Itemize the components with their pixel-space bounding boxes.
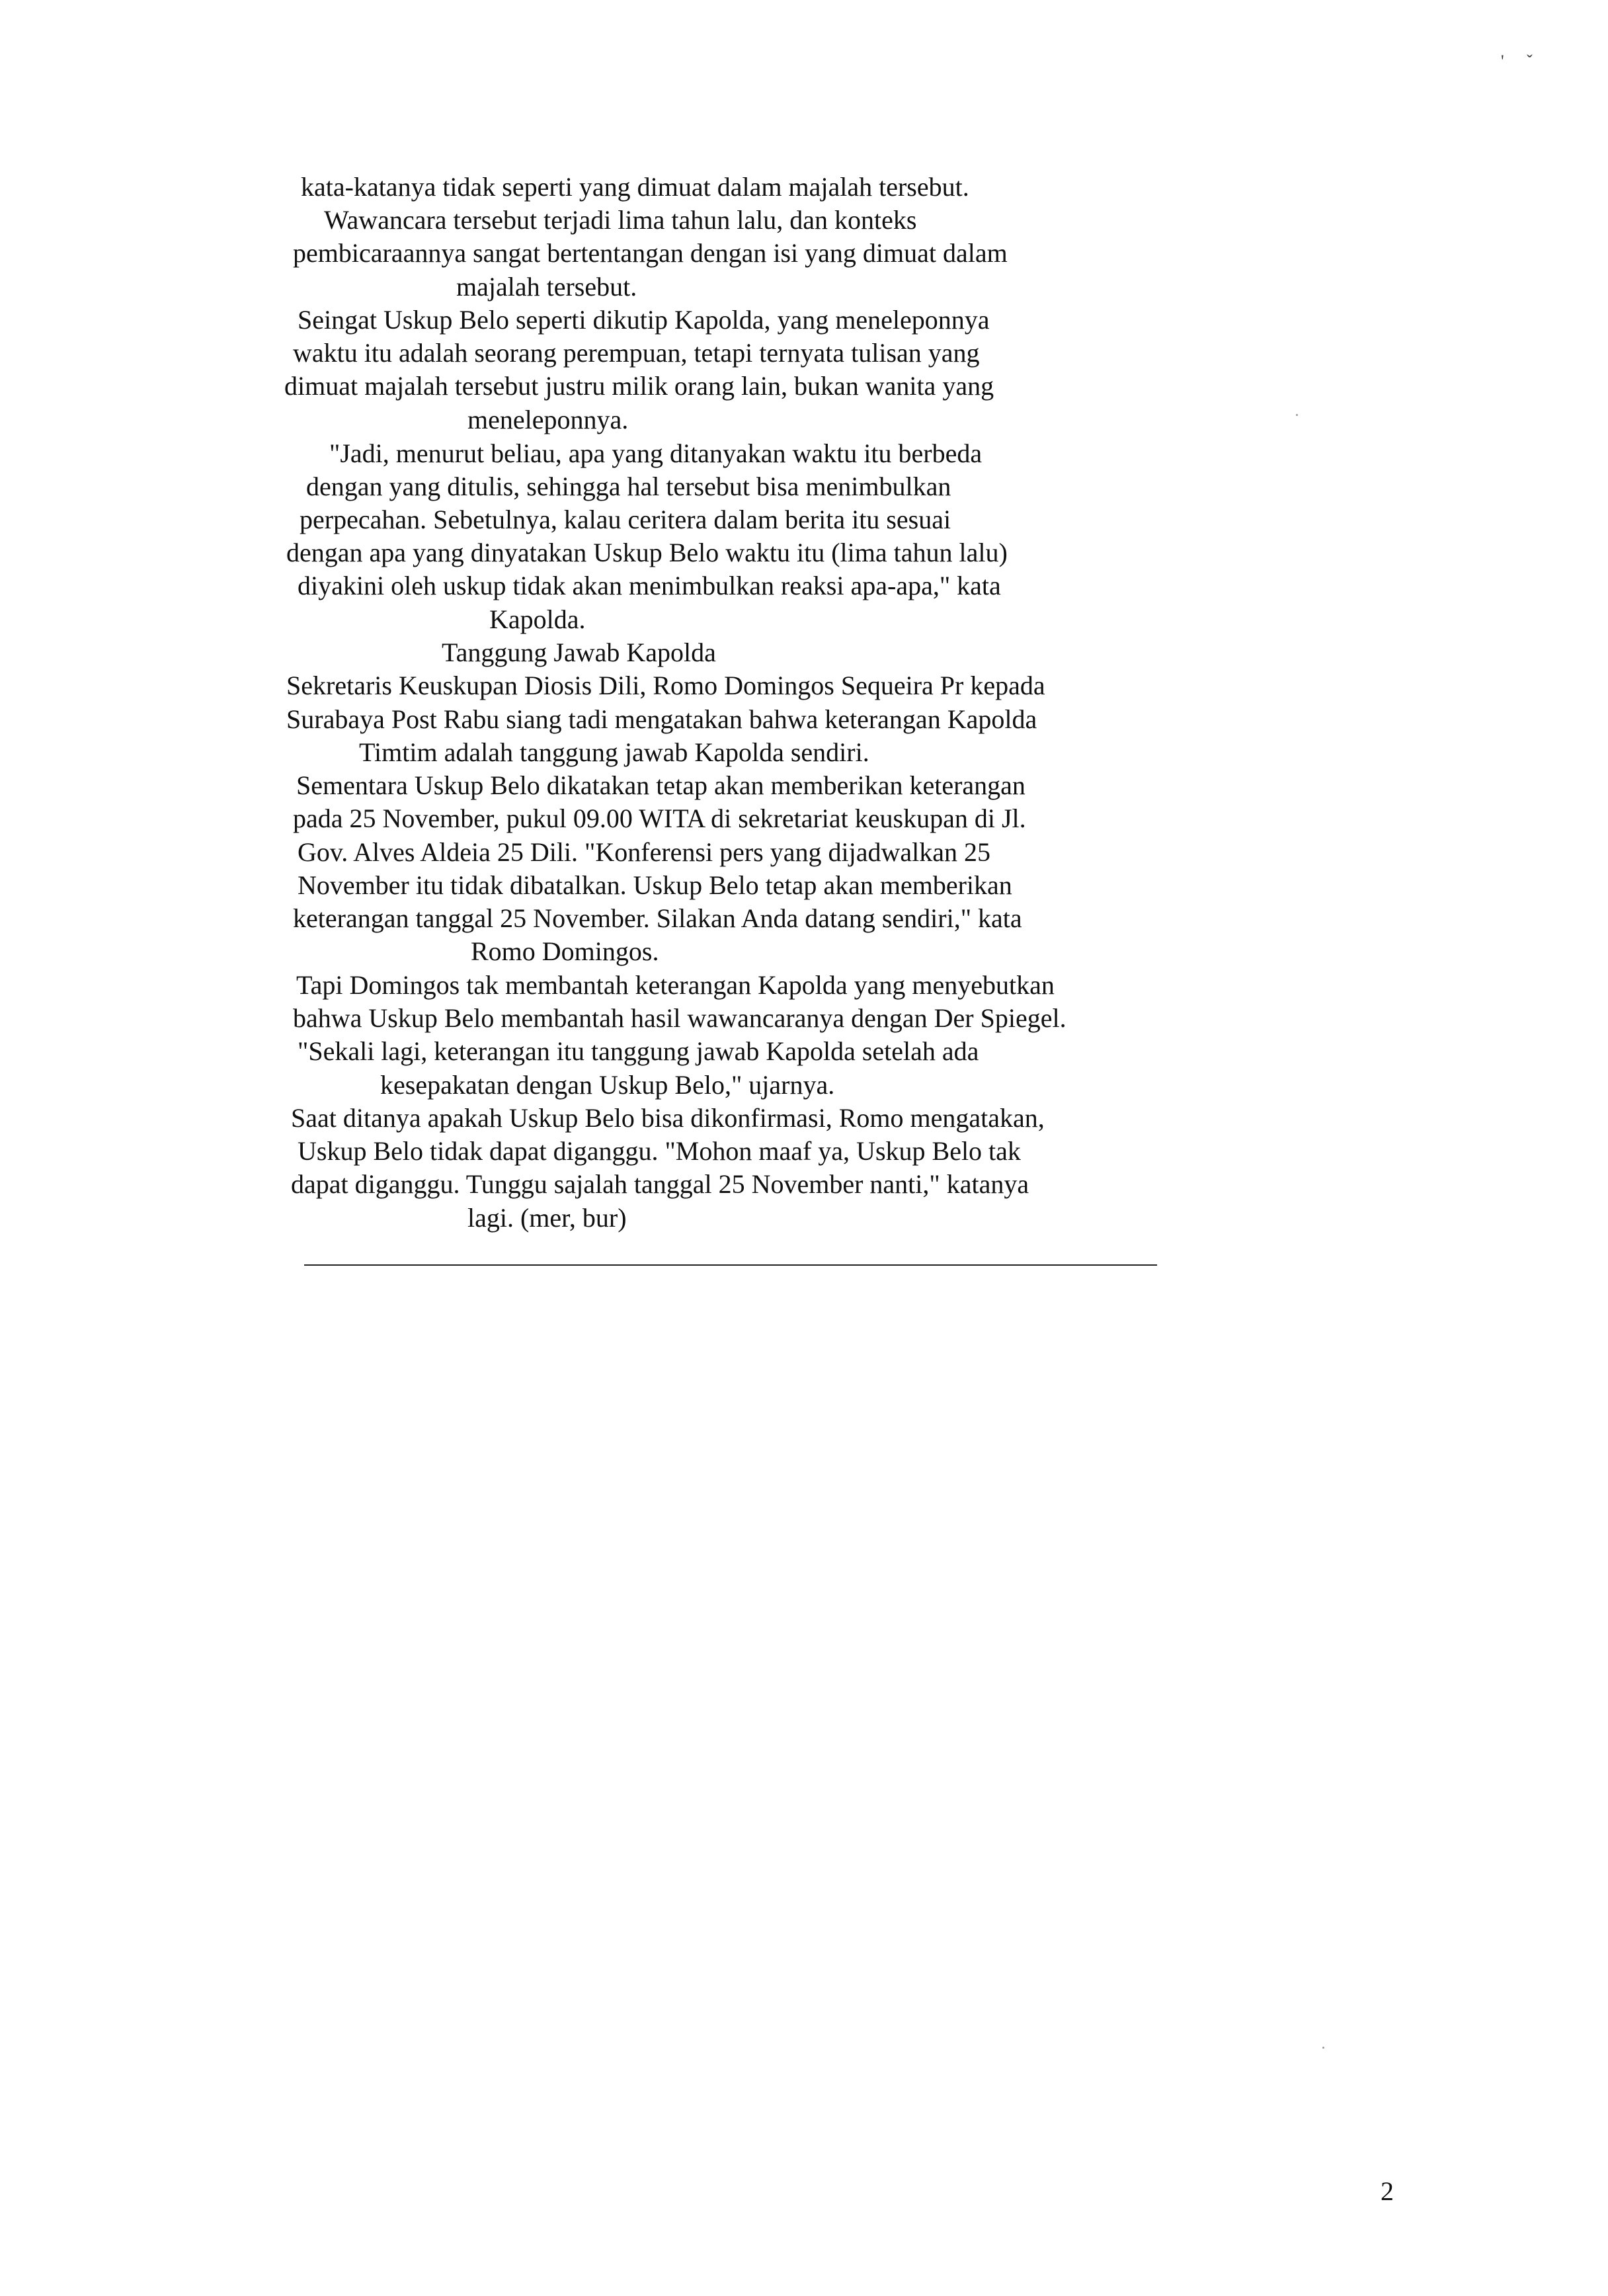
article-line: keterangan tanggal 25 November. Silakan Anda datang sendiri," kata — [293, 903, 1022, 933]
article-line: Gov. Alves Aldeia 25 Dili. "Konferensi pers yang dijadwalkan 25 — [298, 837, 990, 867]
corner-mark: ' ˇ — [1501, 52, 1542, 71]
article-line: perpecahan. Sebetulnya, kalau ceritera dalam berita itu sesuai — [300, 505, 951, 534]
article-line: Sementara Uskup Belo dikatakan tetap akan memberikan keterangan — [296, 770, 1025, 800]
article-line: Timtim adalah tanggung jawab Kapolda sendiri. — [359, 737, 869, 767]
article-line: "Jadi, menurut beliau, apa yang ditanyakan waktu itu berbeda — [329, 438, 983, 468]
article-line: Surabaya Post Rabu siang tadi mengatakan bahwa keterangan Kapolda — [286, 704, 1037, 734]
article-line: November itu tidak dibatalkan. Uskup Belo tetap akan memberikan — [298, 870, 1012, 900]
article-line: dapat diganggu. Tunggu sajalah tanggal 25 November nanti," katanya — [291, 1169, 1029, 1199]
article-line: Seingat Uskup Belo seperti dikutip Kapolda, yang meneleponnya — [298, 305, 990, 335]
article-end-rule — [304, 1264, 1157, 1266]
article-line: "Sekali lagi, keterangan itu tanggung jawab Kapolda setelah ada — [298, 1036, 979, 1066]
article-line: Romo Domingos. — [471, 936, 659, 966]
article-line: meneleponnya. — [467, 405, 629, 434]
page-number: 2 — [1381, 2176, 1394, 2206]
article-line: pada 25 November, pukul 09.00 WITA di sekretariat keuskupan di Jl. — [293, 803, 1026, 833]
article-line: waktu itu adalah seorang perempuan, tetapi ternyata tulisan yang — [293, 338, 980, 368]
article-line: dengan apa yang dinyatakan Uskup Belo waktu itu (lima tahun lalu) — [286, 538, 1008, 567]
article-line: Wawancara tersebut terjadi lima tahun lalu, dan konteks — [324, 205, 917, 235]
scan-speck — [1322, 2047, 1324, 2049]
article-line: kesepakatan dengan Uskup Belo," ujarnya. — [380, 1070, 835, 1100]
article-line: Kapolda. — [489, 604, 586, 634]
article-line: Saat ditanya apakah Uskup Belo bisa dikonfirmasi, Romo mengatakan, — [291, 1103, 1045, 1133]
article-line: Uskup Belo tidak dapat diganggu. "Mohon maaf ya, Uskup Belo tak — [298, 1136, 1021, 1166]
article-line: bahwa Uskup Belo membantah hasil wawancaranya dengan Der Spiegel. — [293, 1003, 1066, 1033]
article-line: Sekretaris Keuskupan Diosis Dili, Romo Domingos Sequeira Pr kepada — [286, 671, 1045, 700]
article-line: dengan yang ditulis, sehingga hal tersebut bisa menimbulkan — [306, 472, 951, 501]
article-line: dimuat majalah tersebut justru milik orang lain, bukan wanita yang — [284, 371, 994, 401]
article-line: majalah tersebut. — [456, 272, 637, 302]
article-line: lagi. (mer, bur) — [467, 1203, 627, 1233]
scan-speck — [1296, 414, 1298, 416]
section-heading: Tanggung Jawab Kapolda — [442, 637, 716, 667]
article-line: diyakini oleh uskup tidak akan menimbulkan reaksi apa-apa," kata — [298, 571, 1001, 600]
article-line: pembicaraannya sangat bertentangan dengan isi yang dimuat dalam — [293, 238, 1008, 268]
article-line: Tapi Domingos tak membantah keterangan Kapolda yang menyebutkan — [296, 970, 1055, 1000]
article-line: kata-katanya tidak seperti yang dimuat dalam majalah tersebut. — [301, 172, 969, 202]
